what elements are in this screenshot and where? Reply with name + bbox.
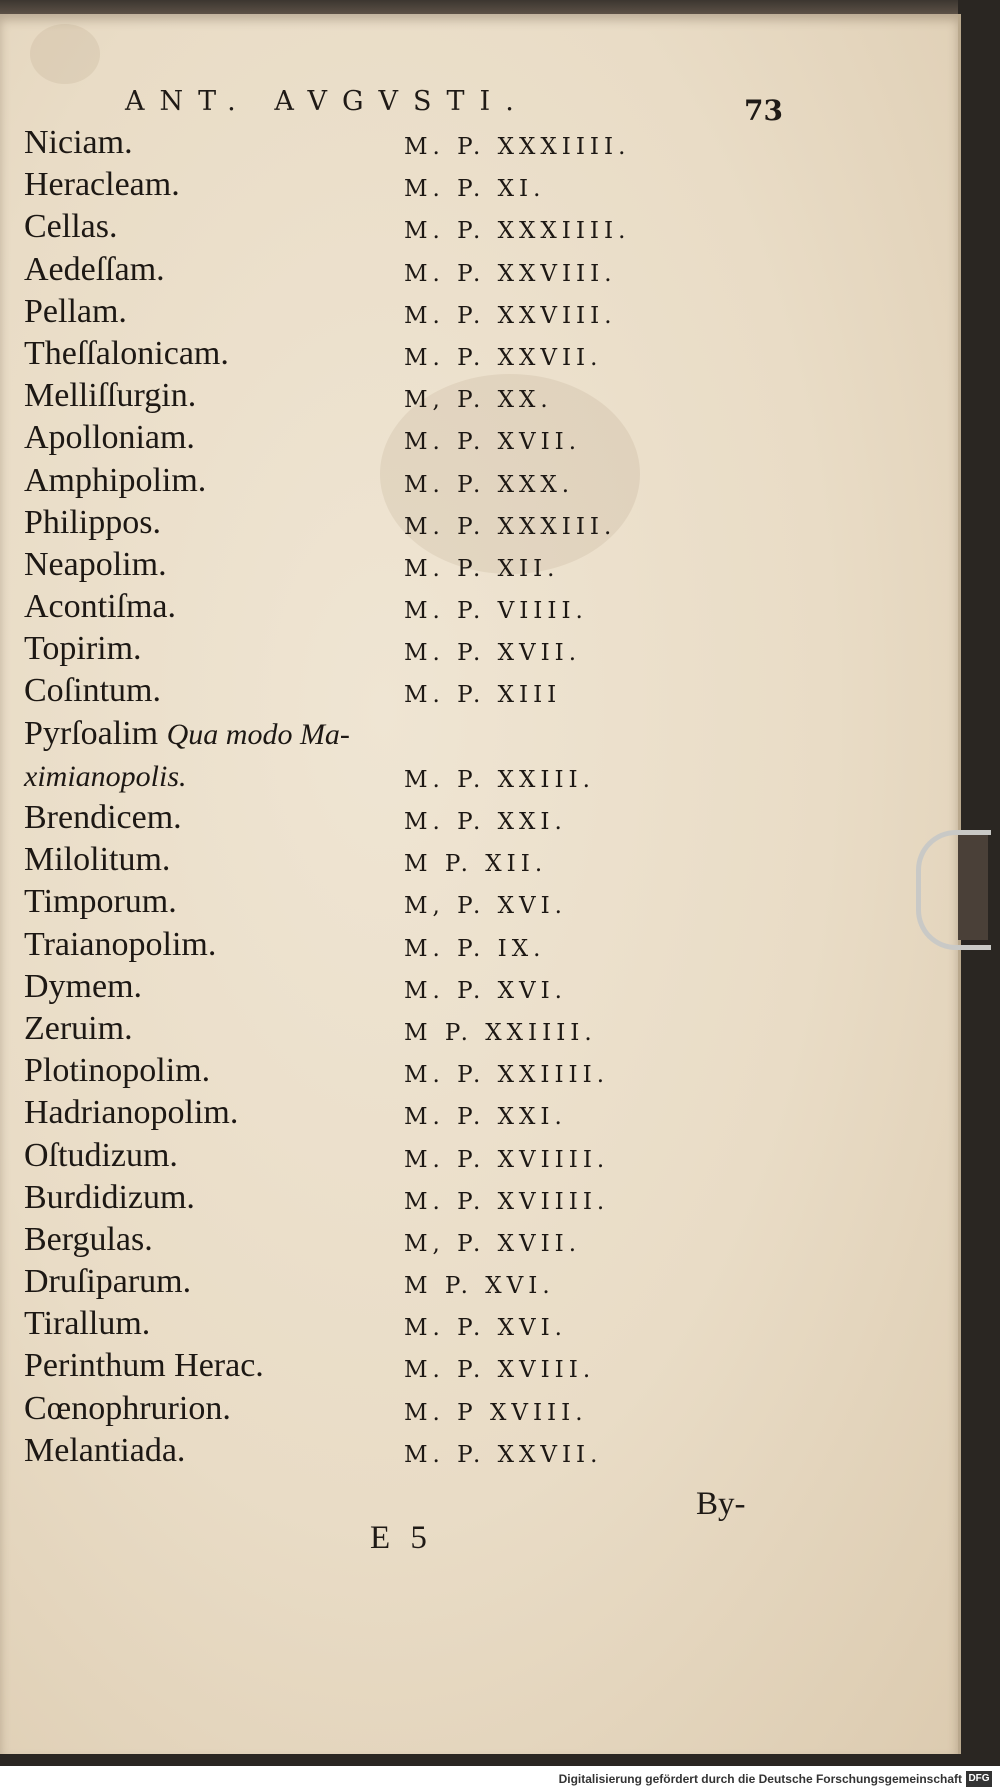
itinerary-row (24, 291, 764, 333)
place-name: Niciam. (24, 124, 133, 161)
distance: M. P. XXXIII. (404, 513, 617, 540)
itinerary-row (24, 1219, 764, 1261)
place-name: Cellas. (24, 208, 118, 246)
distance: M. P. XXVIII. (404, 302, 617, 329)
place-name: Melantiada. (24, 1431, 186, 1469)
dfg-logo: DFG (966, 1771, 992, 1787)
itinerary-row (24, 206, 764, 248)
digitization-credit: Digitalisierung gefördert durch die Deutsche Forschungsgemeinschaft (558, 1772, 962, 1786)
itinerary-row (24, 1135, 764, 1177)
itinerary-row (24, 1050, 764, 1092)
distance: M, P. XVI. (404, 893, 567, 920)
distance: M. P. XXVIII. (404, 260, 617, 287)
itinerary-row (24, 544, 764, 586)
itinerary-row (24, 1388, 764, 1430)
place-name: Tirallum. (24, 1305, 151, 1343)
itinerary-row (24, 1430, 764, 1472)
distance: M. P. XII. (404, 555, 560, 582)
distance: M. P. XXVII. (404, 1441, 603, 1468)
place-name: Hadrianopolim. (24, 1094, 239, 1132)
place-name: Aedeſſam. (24, 250, 165, 288)
page-number: 73 (744, 94, 783, 127)
itinerary-list (24, 122, 764, 1472)
distance: M. P. IX. (404, 935, 546, 962)
place-name: Neapolim. (24, 545, 167, 583)
distance: M. P. XVIII. (404, 1357, 596, 1384)
itinerary-row (24, 122, 764, 164)
itinerary-row (24, 924, 764, 966)
place-name: Brendicem. (24, 799, 182, 836)
distance: M. P XVIII. (404, 1399, 588, 1426)
distance: M, P. XVII. (404, 1230, 582, 1257)
place-name: Zeruim. (24, 1009, 133, 1047)
itinerary-row (24, 1092, 764, 1134)
distance: M. P. XXI. (404, 1104, 567, 1131)
place-name: Cœnophrurion. (24, 1389, 231, 1427)
distance: M. P. XVIIII. (404, 1146, 610, 1173)
itinerary-row (24, 966, 764, 1008)
distance: M. P. XVI. (404, 977, 567, 1004)
place-name: Amphipolim. (24, 461, 207, 499)
place-name: Perinthum Herac. (24, 1347, 264, 1385)
itinerary-row (24, 1303, 764, 1345)
itinerary-row (24, 628, 764, 670)
place-name-alternate: Qua modo Ma- (166, 717, 350, 751)
distance: M. P. XVIIII. (404, 1188, 610, 1215)
distance: M. P. XVI. (404, 1315, 567, 1342)
place-name: Coſintum. (24, 672, 161, 710)
place-name-alternate: ximianopolis. (24, 759, 187, 793)
place-name: Druſiparum. (24, 1263, 192, 1301)
place-name-main: Pyrſoalim (24, 714, 159, 752)
signature-mark: E 5 (370, 1520, 433, 1556)
place-name: Plotinopolim. (24, 1052, 211, 1090)
itinerary-row (24, 1261, 764, 1303)
place-name (24, 713, 350, 756)
place-name: Milolitum. (24, 841, 171, 879)
itinerary-row (24, 755, 764, 797)
itinerary-row (24, 797, 764, 839)
distance: M, P. XX. (404, 387, 553, 414)
place-name (24, 755, 187, 798)
place-name: Philippos. (24, 503, 161, 541)
itinerary-row (24, 460, 764, 502)
paper-stain (30, 24, 100, 84)
place-name: Apolloniam. (24, 419, 195, 457)
catchword: By- (696, 1486, 746, 1522)
distance: M. P. XI. (404, 176, 546, 203)
itinerary-row (24, 1177, 764, 1219)
itinerary-row (24, 1345, 764, 1387)
distance: M. P. XXIIII. (404, 1062, 610, 1089)
place-name: Melliſſurgin. (24, 377, 197, 415)
place-name: Timporum. (24, 883, 177, 921)
itinerary-row (24, 502, 764, 544)
place-name: Acontiſma. (24, 588, 177, 626)
distance: M P. XXIIII. (404, 1019, 597, 1046)
place-name: Pellam. (24, 292, 127, 330)
running-head: ANT. AVGVSTI. (125, 86, 529, 117)
distance: M. P. XIII (404, 682, 562, 709)
itinerary-row (24, 713, 764, 755)
place-name: Burdidizum. (24, 1178, 195, 1216)
place-name: Bergulas. (24, 1220, 153, 1258)
itinerary-row (24, 333, 764, 375)
itinerary-row (24, 1008, 764, 1050)
itinerary-row (24, 670, 764, 712)
itinerary-row (24, 164, 764, 206)
distance: M. P. XXXIIII. (404, 134, 631, 160)
place-name: Heracleam. (24, 166, 180, 204)
distance: M. P. VIIII. (404, 598, 588, 625)
distance: M. P. XXIII. (404, 766, 595, 793)
itinerary-row (24, 417, 764, 459)
distance: M P. XVI. (404, 1273, 555, 1300)
itinerary-row (24, 375, 764, 417)
itinerary-row (24, 586, 764, 628)
itinerary-row (24, 881, 764, 923)
distance: M P. XII. (404, 851, 548, 878)
itinerary-row (24, 839, 764, 881)
itinerary-row (24, 249, 764, 291)
page-clip (916, 830, 991, 950)
distance: M. P. XXVII. (404, 344, 603, 371)
place-name: Oſtudizum. (24, 1136, 178, 1174)
place-name: Theſſalonicam. (24, 334, 229, 372)
distance: M. P. XVII. (404, 429, 582, 456)
distance: M. P. XXX. (404, 471, 575, 498)
distance: M. P. XXXIIII. (404, 218, 631, 245)
place-name: Topirim. (24, 630, 142, 668)
distance: M. P. XVII. (404, 640, 582, 667)
place-name: Dymem. (24, 967, 143, 1005)
distance: M. P. XXI. (404, 809, 567, 835)
place-name: Traianopolim. (24, 925, 217, 963)
